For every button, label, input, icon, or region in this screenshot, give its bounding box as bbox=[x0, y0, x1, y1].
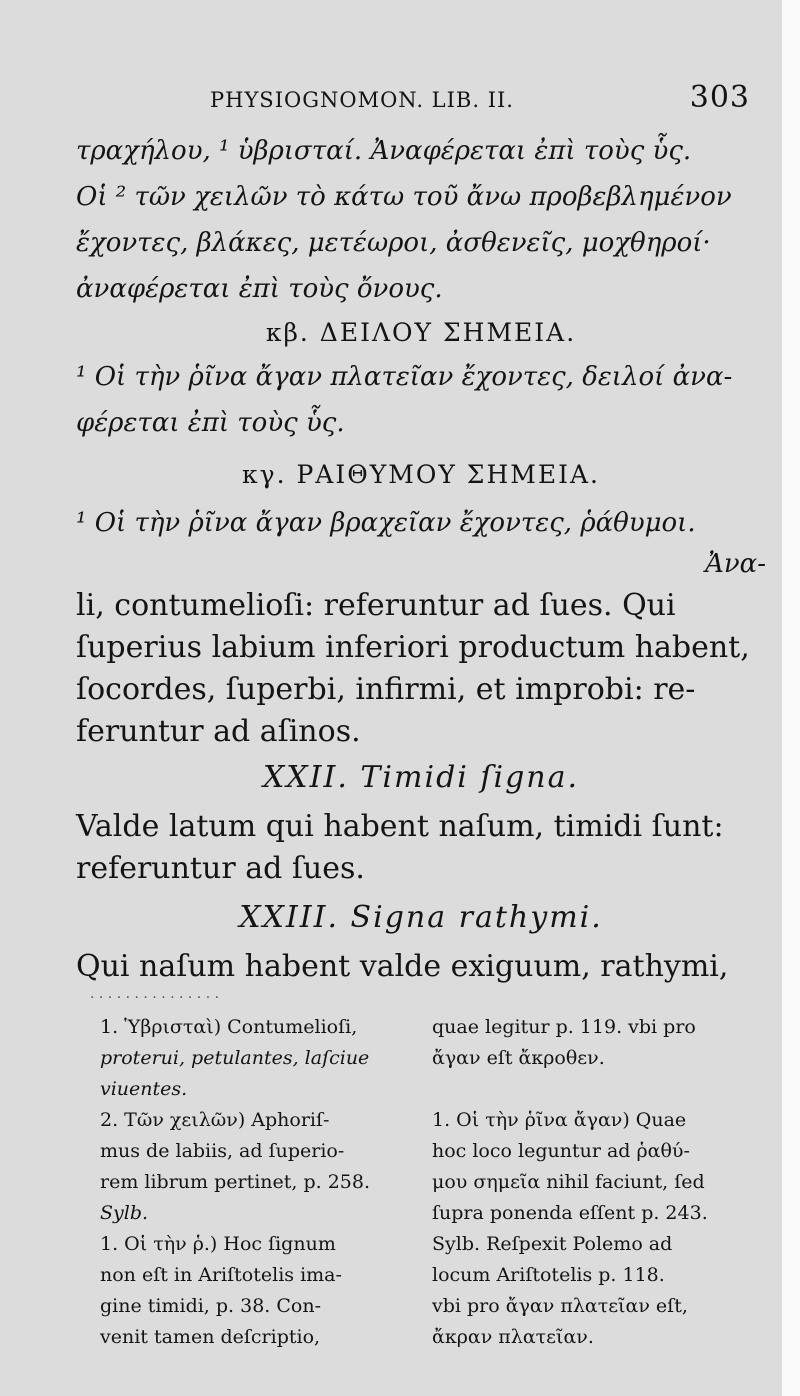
greek-line: Οἱ ² τῶν χειλῶν τὸ κάτω τοῦ ἄνω προβεβλημένον bbox=[76, 182, 732, 212]
latin-section-22 bbox=[76, 806, 766, 890]
footnotes-left bbox=[100, 1012, 430, 1353]
footnote-line: rem librum pertinet, p. 258. bbox=[100, 1171, 371, 1193]
footnote-line: vbi pro ἄγαν πλατεῖαν eſt, bbox=[432, 1295, 688, 1317]
footnote-line: 1. Ὑβρισταὶ) Contumelioſi, bbox=[100, 1016, 358, 1038]
running-title: PHYSIOGNOMON. LIB. II. bbox=[210, 88, 514, 112]
latin-paragraph bbox=[76, 585, 766, 753]
latin-line: feruntur ad aſinos. bbox=[76, 714, 361, 749]
greek-section-22 bbox=[76, 354, 766, 446]
greek-line: ἀναφέρεται ἐπὶ τοὺς ὄνους. bbox=[76, 274, 443, 304]
latin-line: Valde latum qui habent naſum, timidi ſunt: bbox=[76, 809, 724, 844]
footnote-line: non eſt in Ariſtotelis ima- bbox=[100, 1264, 342, 1286]
greek-line: ¹ Οἱ τὴν ῥῖνα ἄγαν βραχεῖαν ἔχοντες, ῥάθυμοι. bbox=[76, 508, 696, 538]
greek-line: ἔχοντες, βλάκες, μετέωροι, ἀσθενεῖς, μοχθηροί· bbox=[76, 228, 711, 258]
page-edge bbox=[782, 0, 800, 1396]
footnote-line: 1. Οἱ τὴν ῥ.) Hoc ſignum bbox=[100, 1233, 336, 1255]
greek-line: Ἀνα- bbox=[705, 549, 766, 579]
footnote-line: Sylb. Reſpexit Polemo ad bbox=[432, 1233, 673, 1255]
footnote-line: hoc loco leguntur ad ῥαθύ- bbox=[432, 1140, 690, 1162]
separator-dots: · · · · · · · · · · · · · · · bbox=[90, 990, 220, 1006]
greek-line: φέρεται ἐπὶ τοὺς ὗς. bbox=[76, 408, 345, 438]
footnote-line: venit tamen deſcriptio, bbox=[100, 1326, 321, 1348]
greek-line: ¹ Οἱ τὴν ῥῖνα ἄγαν πλατεῖαν ἔχοντες, δειλοί ἀνα- bbox=[76, 362, 733, 392]
latin-line: ſocordes, ſuperbi, infirmi, et improbi: re- bbox=[76, 672, 696, 707]
greek-heading-22: κβ. ΔΕΙΛΟΥ ΣΗΜΕΙΑ. bbox=[265, 318, 577, 347]
footnote-line: viuentes. bbox=[100, 1078, 188, 1100]
footnote-line: ἄκραν πλατεῖαν. bbox=[432, 1326, 594, 1348]
footnote-line: proterui, petulantes, laſciue bbox=[100, 1047, 370, 1069]
footnote-line bbox=[432, 1074, 762, 1105]
greek-line: τραχήλου, ¹ ὑβρισταί. Ἀναφέρεται ἐπὶ τοὺς ὗς. bbox=[76, 136, 692, 166]
footnote-line: 2. Τῶν χειλῶν) Aphoriſ- bbox=[100, 1109, 330, 1131]
latin-line: referuntur ad ſues. bbox=[76, 851, 365, 886]
footnotes-right bbox=[432, 1012, 762, 1353]
greek-section-23 bbox=[76, 500, 766, 582]
footnote-line: μου σημεῖα nihil faciunt, ſed bbox=[432, 1171, 705, 1193]
running-header bbox=[210, 80, 750, 116]
footnote-line: 1. Οἱ τὴν ῥῖνα ἄγαν) Quae bbox=[432, 1109, 687, 1131]
footnote-line: mus de labiis, ad ſuperio- bbox=[100, 1140, 345, 1162]
footnote-line: ſupra ponenda eſſent p. 243. bbox=[432, 1202, 708, 1224]
footnote-line: ἄγαν eſt ἄκροθεν. bbox=[432, 1047, 605, 1069]
footnote-line: locum Ariſtotelis p. 118. bbox=[432, 1264, 665, 1286]
greek-paragraph bbox=[76, 128, 766, 312]
page-number: 303 bbox=[689, 80, 750, 115]
footnote-line: gine timidi, p. 38. Con- bbox=[100, 1295, 322, 1317]
latin-section-23 bbox=[76, 946, 766, 988]
latin-line: li, contumelioſi: referuntur ad ſues. Qui bbox=[76, 588, 676, 623]
latin-line: ſuperius labium inferiori productum habent, bbox=[76, 630, 750, 665]
latin-heading-23: XXIII. Signa rathymi. bbox=[239, 900, 603, 935]
footnote-line: Sylb. bbox=[100, 1202, 149, 1224]
footnote-line: quae legitur p. 119. vbi pro bbox=[432, 1016, 696, 1038]
latin-heading-22: XXII. Timidi ſigna. bbox=[262, 760, 580, 795]
greek-heading-23: κγ. ΡΑΙΘΥΜΟΥ ΣΗΜΕΙΑ. bbox=[242, 460, 600, 489]
latin-line: Qui naſum habent valde exiguum, rathymi, bbox=[76, 949, 729, 984]
